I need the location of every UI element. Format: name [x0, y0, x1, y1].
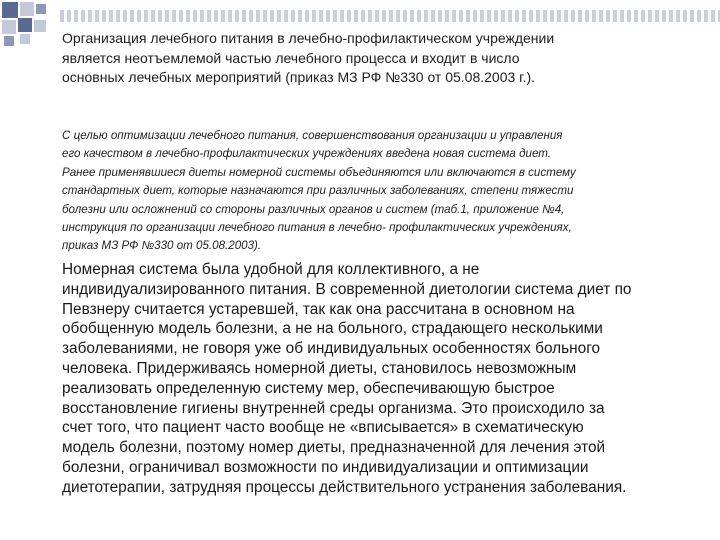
intro-line: Организация лечебного питания в лечебно-профилактическом учреждении	[62, 30, 555, 46]
main-line: обобщенную модель болезни, а не на больного, страдающего несколькими	[62, 320, 603, 338]
decor-square-4	[2, 20, 16, 34]
main-line: болезни, ограничивал возможности по индивидуализации и оптимизации	[62, 458, 589, 476]
decor-square-8	[20, 34, 30, 44]
note-line: болезни или осложнений со стороны различных органов и систем (таб.1, приложение №4,	[62, 202, 565, 216]
decor-square-1	[2, 2, 18, 18]
decor-square-6	[34, 20, 46, 32]
decor-top-bar	[60, 10, 720, 22]
main-paragraph	[62, 260, 702, 498]
main-line: диетотерапии, затрудняя процессы действительного устранения заболевания.	[62, 478, 627, 496]
intro-paragraph	[62, 29, 662, 88]
main-line: счет того, что пациент часто вообще не «вписывается» в схематическую	[62, 419, 584, 437]
note-line: приказ МЗ РФ №330 от 05.08.2003).	[62, 239, 262, 253]
main-line: восстановление гигиены внутренней среды организма. Это происходило за	[62, 399, 605, 417]
intro-line: является неотъемлемой частью лечебного процесса и входит в число	[62, 49, 520, 66]
main-line: Певзнеру считается устаревшей, так как она рассчитана в основном на	[62, 300, 575, 318]
decor-square-5	[18, 18, 32, 32]
main-line: индивидуализированного питания. В современной диетологии система диет по	[62, 280, 632, 298]
main-line: человека. Придерживаясь номерной диеты, становилось невозможным	[62, 359, 577, 377]
main-line: Номерная система была удобной для коллективного, а не	[62, 261, 480, 278]
main-line: модель болезни, поэтому номер диеты, предназначенной для лечения этой	[62, 439, 606, 457]
note-line: С целью оптимизации лечебного питания, совершенствования организации и управления	[62, 129, 563, 142]
note-line: Ранее применявшиеся диеты номерной системы объединяются или включаются в систему	[62, 165, 576, 179]
decor-square-7	[4, 36, 14, 46]
note-line: его качеством в лечебно-профилактических учреждениях введена новая система диет.	[62, 147, 552, 161]
main-line: заболеваниями, не говоря уже об индивидуальных особенностях больного	[62, 340, 601, 358]
note-line: инструкция по организации лечебного питания в лечебно- профилактических учреждениях,	[62, 221, 572, 235]
decor-square-2	[20, 2, 34, 16]
main-line: реализовать определенную систему мер, обеспечивающую быстрое	[62, 379, 555, 397]
decor-square-3	[36, 4, 46, 14]
note-line: стандартных диет, которые назначаются при различных заболеваниях, степени тяжести	[62, 184, 574, 198]
note-paragraph	[62, 127, 692, 256]
intro-line: основных лечебных мероприятий (приказ МЗ РФ №330 от 05.08.2003 г.).	[62, 69, 536, 85]
